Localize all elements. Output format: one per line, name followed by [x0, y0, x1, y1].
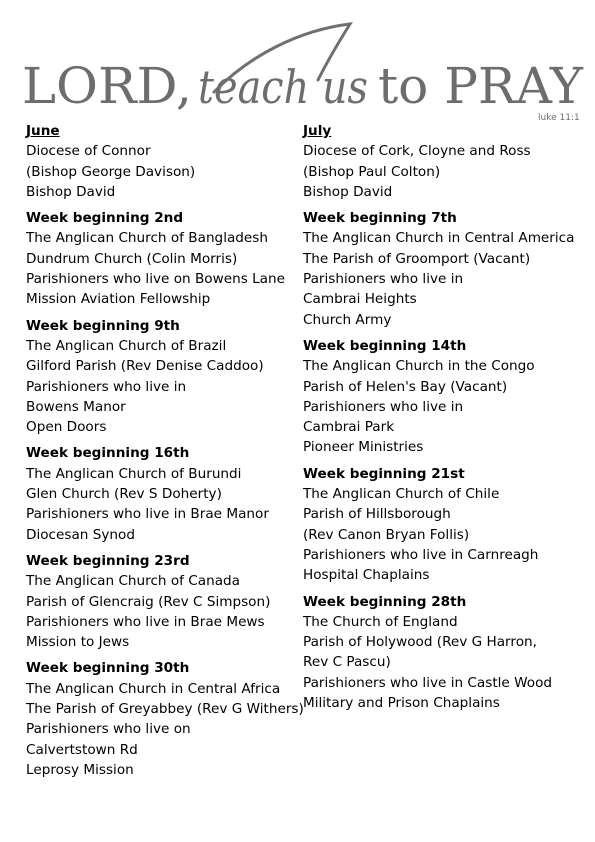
prayer-line: Leprosy Mission [26, 761, 134, 778]
intro-line: Bishop David [26, 183, 116, 200]
prayer-line: Diocesan Synod [26, 526, 135, 543]
prayer-line: Gilford Parish (Rev Denise Caddoo) [26, 358, 264, 375]
prayer-line: Church Army [303, 311, 392, 328]
week-section [26, 658, 304, 780]
title-to-pray: to PRAY [378, 57, 584, 115]
prayer-line: Parishioners who live in [303, 398, 464, 415]
prayer-line: The Anglican Church of Chile [303, 486, 500, 503]
prayer-line: Glen Church (Rev S Doherty) [26, 486, 222, 503]
intro-line: (Bishop Paul Colton) [303, 163, 441, 180]
prayer-line: Mission Aviation Fellowship [26, 291, 211, 308]
title-lord: LORD, [22, 57, 192, 115]
prayer-line: Parishioners who live in Brae Mews [26, 613, 265, 630]
week-section [26, 551, 304, 652]
intro-line: Diocese of Connor [26, 143, 151, 160]
week-section [26, 443, 304, 544]
prayer-line: Pioneer Ministries [303, 439, 424, 456]
week-section [26, 316, 304, 438]
prayer-line: The Anglican Church of Burundi [26, 465, 242, 482]
prayer-line: Rev C Pascu) [303, 654, 391, 671]
prayer-line: The Parish of Greyabbey (Rev G Withers) [26, 701, 304, 718]
june-intro [26, 121, 304, 202]
title-teach-us: teach us [198, 60, 368, 114]
prayer-line: Parishioners who live on Bowens Lane [26, 271, 285, 288]
month-heading-july: July [303, 123, 332, 139]
prayer-line: Parish of Holywood (Rev G Harron, [303, 634, 537, 651]
week-heading: Week beginning 14th [303, 337, 467, 354]
prayer-line: Parish of Hillsborough [303, 506, 451, 523]
week-heading: Week beginning 2nd [26, 210, 184, 227]
week-heading: Week beginning 16th [26, 445, 190, 462]
prayer-line: Parishioners who live in [26, 378, 187, 395]
prayer-line: The Church of England [303, 613, 458, 630]
july-intro [303, 121, 593, 202]
prayer-line: The Anglican Church in Central Africa [26, 680, 281, 697]
week-section [303, 464, 593, 586]
prayer-line: The Anglican Church of Canada [26, 573, 241, 590]
prayer-line: Mission to Jews [26, 634, 130, 651]
week-heading: Week beginning 28th [303, 593, 467, 610]
prayer-line: The Anglican Church in the Congo [303, 358, 535, 375]
week-section [26, 208, 304, 309]
intro-line: Diocese of Cork, Cloyne and Ross [303, 143, 531, 160]
week-heading: Week beginning 7th [303, 210, 457, 227]
week-section [303, 208, 593, 330]
scripture-reference: luke 11:1 [538, 113, 580, 123]
prayer-line: Military and Prison Chaplains [303, 695, 500, 712]
prayer-line: Parish of Helen's Bay (Vacant) [303, 378, 508, 395]
prayer-line: Cambrai Heights [303, 291, 417, 308]
title-logo [0, 0, 595, 125]
week-heading: Week beginning 30th [26, 660, 190, 677]
prayer-line: Calvertstown Rd [26, 741, 138, 758]
prayer-line: Dundrum Church (Colin Morris) [26, 250, 238, 267]
header-banner [0, 0, 595, 125]
prayer-line: Open Doors [26, 419, 107, 436]
prayer-line: Bowens Manor [26, 398, 126, 415]
june-column [26, 121, 304, 786]
prayer-line: Parishioners who live in Brae Manor [26, 506, 269, 523]
prayer-line: Hospital Chaplains [303, 567, 430, 584]
prayer-line: Parishioners who live in [303, 271, 464, 288]
intro-line: Bishop David [303, 183, 393, 200]
july-column [303, 121, 593, 719]
week-heading: Week beginning 9th [26, 317, 180, 334]
prayer-line: Parish of Glencraig (Rev C Simpson) [26, 593, 271, 610]
week-section [303, 592, 593, 714]
week-section [303, 336, 593, 458]
prayer-line: Cambrai Park [303, 419, 395, 436]
prayer-line: The Anglican Church of Bangladesh [26, 230, 268, 247]
month-heading-june: June [26, 123, 60, 139]
week-heading: Week beginning 21st [303, 465, 465, 482]
prayer-line: Parishioners who live on [26, 721, 191, 738]
prayer-line: The Anglican Church in Central America [303, 230, 575, 247]
prayer-line: The Anglican Church of Brazil [26, 337, 227, 354]
prayer-line: The Parish of Groomport (Vacant) [303, 250, 531, 267]
prayer-line: (Rev Canon Bryan Follis) [303, 526, 470, 543]
prayer-line: Parishioners who live in Castle Wood [303, 674, 553, 691]
intro-line: (Bishop George Davison) [26, 163, 196, 180]
prayer-line: Parishioners who live in Carnreagh [303, 546, 539, 563]
week-heading: Week beginning 23rd [26, 552, 190, 569]
